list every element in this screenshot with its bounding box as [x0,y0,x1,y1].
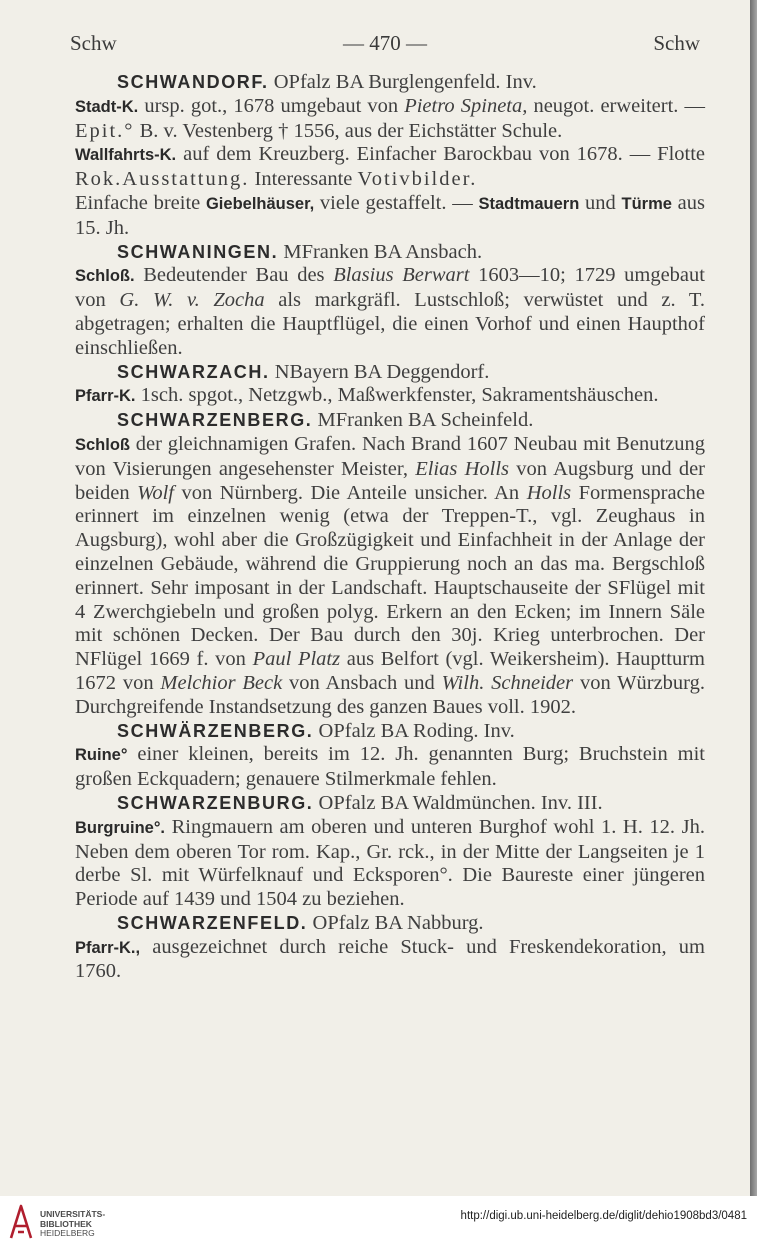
text-run: Interessante [249,168,358,191]
entry [75,720,705,792]
artist-name: G. W. v. Zocha [119,289,265,312]
keyword: Pfarr-K., [75,938,141,957]
place-region: OPfalz BA Nabburg. [307,911,484,934]
entry [75,792,705,912]
text-run: aus 15. Jh. [75,191,706,239]
place-name: SCHWARZENBERG. [117,410,313,431]
place-region: OPfalz BA Roding. Inv. [313,719,515,742]
text-run: aus Belfort (vgl. Weikersheim). Hauptturm 1672 von [75,648,705,694]
text-run: von Würzburg. Durchgreifende Instandsetzung des ganzen Baues voll. 1902. [75,671,706,718]
entry-paragraph [75,743,705,792]
artist-name: Blasius Berwart [333,264,470,287]
artist-name: Holls [526,481,572,504]
source-url[interactable]: http://digi.ub.uni-heidelberg.de/diglit/dehio1908bd3/0481 [460,1210,747,1222]
place-region: OPfalz BA Waldmünchen. Inv. III. [313,791,603,814]
text-run: von Ansbach und [282,671,442,694]
text-run: Rok.Ausstattung. [75,168,250,191]
text-run: auf dem Kreuzberg. Einfacher Barockbau von 1678. — Flotte [176,143,705,166]
entry-heading [75,912,705,936]
running-head-left: Schw [70,31,117,55]
text-run: 1603—10; 1729 umgebaut von [75,264,705,312]
entry-heading [75,71,705,95]
keyword: Stadtmauern [478,194,580,213]
entry [75,361,705,410]
place-name: SCHWARZENFELD. [117,912,308,933]
place-region: OPfalz BA Burglengenfeld. Inv. [268,71,537,93]
keyword: Schloß [75,435,131,454]
artist-name: Melchior Beck [160,671,283,694]
place-name: SCHWÄRZENBERG. [117,720,314,741]
text-run: neugot. erweitert. — [527,94,705,117]
entry [75,71,705,241]
entry-paragraph [75,143,705,192]
entry-heading [75,361,705,385]
artist-name: Pietro Spineta, [404,94,528,117]
logo-line-3: HEIDELBERG [40,1228,95,1238]
entry-paragraph [75,95,705,144]
place-region: MFranken BA Scheinfeld. [312,409,534,432]
text-run: ursp. got., 1678 umgebaut von [138,94,405,117]
entry-paragraph [75,384,705,409]
logo-line-1: UNIVERSITÄTS- [40,1209,106,1219]
place-name: SCHWARZENBURG. [117,792,314,813]
place-name: SCHWANDORF. [117,72,269,92]
entry-heading [75,720,705,744]
page-edge [750,0,757,1196]
text-run: und [579,191,622,214]
running-head [70,31,700,57]
entry-paragraph [75,936,705,985]
place-name: SCHWANINGEN. [117,241,279,262]
entry-heading [75,792,705,816]
text-run: Ringmauern am oberen und unteren Burghof wohl 1. H. 12. Jh. Neben dem oberen Tor rom. Kap., Gr. rck., in der Mitte der Langseiten je 1 derbe Sl. mit Würfelknauf und Ecksporen°. Die Baureste einer jüngeren Periode auf 1439 und 1504 zu beziehen. [75,815,705,911]
keyword: Ruine° [75,746,128,765]
entry-heading [75,409,705,433]
entry [75,241,705,361]
artist-name: Wolf [137,481,174,504]
entry [75,409,705,719]
text-run: Epit.° [75,119,135,142]
text-run: Votivbilder. [357,168,478,191]
keyword: Giebelhäuser, [205,194,315,213]
text-run: der gleichnamigen Grafen. Nach Brand 1607 Neubau mit Benutzung von Visierungen angesehenster Meister, [75,432,705,480]
text-run: 1sch. spgot., Netzgwb., Maßwerkfenster, Sakramentshäuschen. [135,384,659,407]
entry-paragraph [75,264,705,360]
artist-name: Elias Holls [415,457,510,480]
logo-line-2: BIBLIOTHEK [40,1218,92,1229]
keyword: Stadt-K. [75,97,139,116]
text-run: als markgräfl. Lustschloß; verwüstet und z. T. abgetragen; erhalten die Hauptflügel, die einen Vorhof und einen Haupthof einschließen. [75,289,706,359]
main-text [75,71,705,984]
text-run: von Augsburg und der beiden [75,457,705,504]
place-region: MFranken BA Ansbach. [278,240,483,263]
text-run: viele gestaffelt. — [314,191,479,214]
text-run: Einfache breite [75,191,206,214]
footer-bar [0,1196,757,1254]
keyword: Schloß. [75,267,135,286]
running-head-right: Schw [653,31,700,55]
library-logo-text [40,1210,105,1239]
library-logo-icon [8,1204,34,1240]
entry [75,912,705,984]
entry-paragraph [75,433,705,720]
place-name: SCHWARZACH. [117,361,270,382]
artist-name: Wilh. Schneider [441,671,574,694]
artist-name: Paul Platz [252,648,341,671]
place-region: NBayern BA Deggendorf. [269,360,490,383]
keyword: Wallfahrts-K. [75,146,177,165]
entry-paragraph [75,816,705,912]
page-number: — 470 — [343,31,427,55]
text-run: von Nürnberg. Die Anteile unsicher. An [173,481,527,504]
text-run: ausgezeichnet durch reiche Stuck- und Freskendekoration, um 1760. [75,935,705,983]
entry-heading [75,241,705,265]
text-run: B. v. Vestenberg † 1556, aus der Eichstätter Schule. [134,119,563,142]
keyword: Türme [621,194,672,213]
keyword: Pfarr-K. [75,387,136,406]
keyword: Burgruine°. [75,818,166,837]
text-run: Formensprache erinnert im einzelnen wenig (etwa der Treppen-T., vgl. Zeughaus in Augsburg), wohl aber die Großzügigkeit und Einfachheit in der Anlage der einzelnen Gebäude, während die Gruppierung noch an das ma. Bergschloß erinnert. Sehr imposant in der Landschaft. Hauptschauseite der SFlügel mit 4 Zwerchgiebeln und großen polyg. Erkern an den Ecken; im Innern Säle mit schönen Decken. Der Bau durch den 30j. Krieg unterbrochen. Der NFlügel 1669 f. von [75,481,705,671]
text-run: einer kleinen, bereits im 12. Jh. genannten Burg; Bruchstein mit großen Eckquadern; genauere Stilmerkmale fehlen. [75,743,705,791]
entry-paragraph [75,192,705,241]
text-run: Bedeutender Bau des [134,264,334,287]
